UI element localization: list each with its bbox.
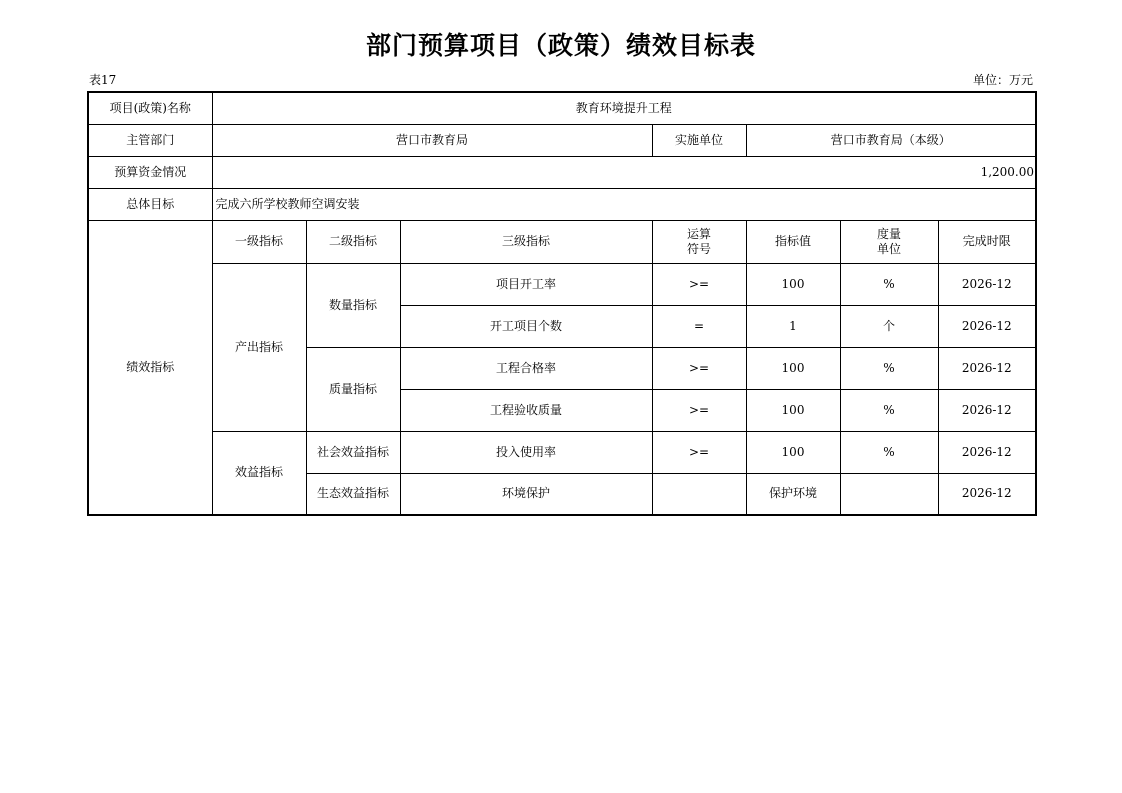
table-number: 表17 <box>89 73 117 87</box>
project-name-row <box>88 92 1036 124</box>
level3-cell: 投入使用率 <box>400 431 652 473</box>
measure-cell: % <box>840 431 938 473</box>
implementing-unit-label: 实施单位 <box>652 124 746 156</box>
operator-cell: >= <box>652 431 746 473</box>
header-level1: 一级指标 <box>212 220 306 263</box>
level3-cell: 项目开工率 <box>400 263 652 305</box>
operator-cell: = <box>652 305 746 347</box>
header-target-value: 指标值 <box>746 220 840 263</box>
table-row <box>88 263 1036 305</box>
overall-goal-value: 完成六所学校教师空调安装 <box>212 188 1036 220</box>
deadline-cell: 2026-12 <box>938 305 1036 347</box>
budget-value: 1,200.00 <box>212 156 1036 188</box>
measure-cell: % <box>840 389 938 431</box>
value-cell: 100 <box>746 389 840 431</box>
deadline-cell: 2026-12 <box>938 431 1036 473</box>
deadline-cell: 2026-12 <box>938 473 1036 515</box>
operator-cell: >= <box>652 389 746 431</box>
budget-label: 预算资金情况 <box>88 156 212 188</box>
header-measure-unit: 度量 单位 <box>840 220 938 263</box>
header-deadline: 完成时限 <box>938 220 1036 263</box>
operator-cell <box>652 473 746 515</box>
overall-goal-row <box>88 188 1036 220</box>
operator-cell: >= <box>652 263 746 305</box>
budget-row <box>88 156 1036 188</box>
header-level2: 二级指标 <box>306 220 400 263</box>
page-title: 部门预算项目（政策）绩效目标表 <box>365 31 756 60</box>
department-label: 主管部门 <box>88 124 212 156</box>
value-cell: 1 <box>746 305 840 347</box>
department-value: 营口市教育局 <box>212 124 652 156</box>
measure-cell: % <box>840 347 938 389</box>
table-row <box>88 431 1036 473</box>
level3-cell: 开工项目个数 <box>400 305 652 347</box>
value-cell: 100 <box>746 347 840 389</box>
header-operator: 运算 符号 <box>652 220 746 263</box>
performance-indicators-label: 绩效指标 <box>88 220 212 515</box>
value-cell: 保护环境 <box>746 473 840 515</box>
overall-goal-label: 总体目标 <box>88 188 212 220</box>
level3-cell: 工程验收质量 <box>400 389 652 431</box>
deadline-cell: 2026-12 <box>938 263 1036 305</box>
implementing-unit-value: 营口市教育局（本级） <box>746 124 1036 156</box>
measure-cell: 个 <box>840 305 938 347</box>
measure-cell <box>840 473 938 515</box>
unit-label: 单位：万元 <box>972 73 1033 87</box>
quantity-indicator-label: 数量指标 <box>306 263 400 347</box>
department-row <box>88 124 1036 156</box>
performance-target-table <box>87 91 1037 516</box>
value-cell: 100 <box>746 263 840 305</box>
indicator-header-row <box>88 220 1036 263</box>
value-cell: 100 <box>746 431 840 473</box>
level3-cell: 工程合格率 <box>400 347 652 389</box>
output-indicator-label: 产出指标 <box>212 263 306 431</box>
project-name-label: 项目(政策)名称 <box>88 92 212 124</box>
quality-indicator-label: 质量指标 <box>306 347 400 431</box>
level3-cell: 环境保护 <box>400 473 652 515</box>
level2-cell: 社会效益指标 <box>306 431 400 473</box>
project-name-value: 教育环境提升工程 <box>212 92 1036 124</box>
operator-cell: >= <box>652 347 746 389</box>
benefit-indicator-label: 效益指标 <box>212 431 306 515</box>
measure-cell: % <box>840 263 938 305</box>
deadline-cell: 2026-12 <box>938 347 1036 389</box>
header-level3: 三级指标 <box>400 220 652 263</box>
level2-cell: 生态效益指标 <box>306 473 400 515</box>
deadline-cell: 2026-12 <box>938 389 1036 431</box>
